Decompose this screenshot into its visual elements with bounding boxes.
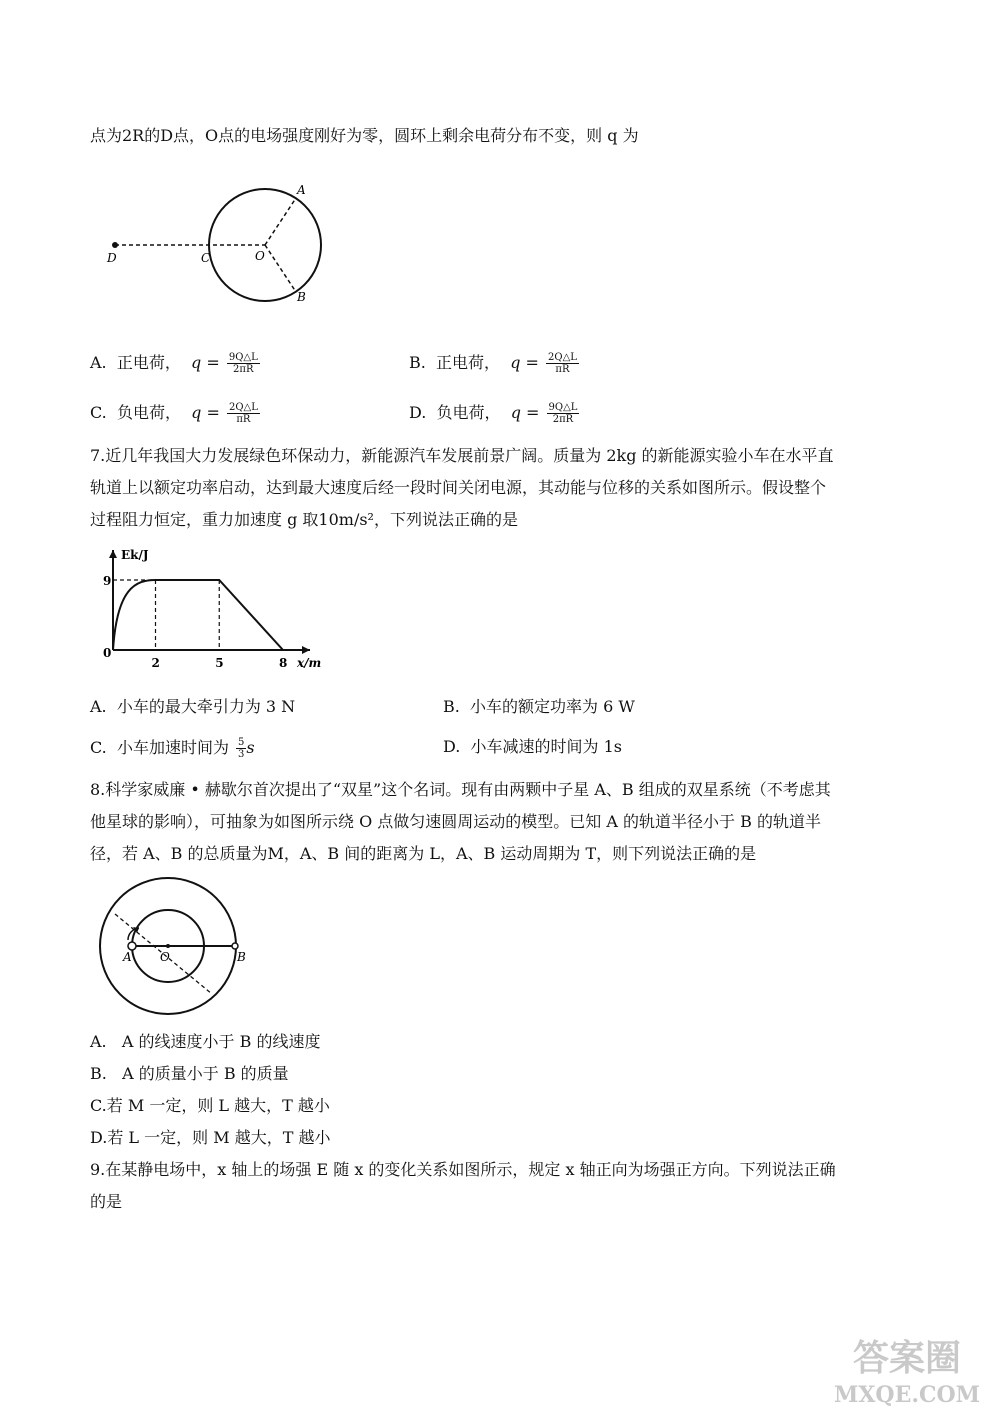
q8-option-D[interactable]: D.若 L 一定，则 M 越大，T 越小 [90,1128,331,1147]
watermark-text: MXQE.COM [833,1382,981,1408]
ek-xtick-8: 8 [279,656,288,670]
label-C: C [201,251,211,265]
ek-ylabel: Ek/J [121,548,149,562]
label-B: B [237,950,246,964]
q6-stem-tail: 点为2R的D点，O点的电场强度刚好为零，圆环上剩余电荷分布不变，则 q 为 [90,126,639,145]
label-A: A [123,950,132,964]
q7-stem-line1: 7.近几年我国大力发展绿色环保动力，新能源汽车发展前景广阔。质量为 2kg 的新能源实验小车在水平直 [90,446,834,465]
q6-option-A[interactable]: A. 正电荷， q = $\frac{9Q\triangle L}{2\pi R}$ [90,352,258,375]
q7-option-B[interactable]: B. 小车的额定功率为 6 W [443,697,635,716]
ek-ytick-0: 0 [103,646,112,660]
q8-option-C[interactable]: C.若 M 一定，则 L 越大，T 越小 [90,1096,330,1115]
q7-stem-line3: 过程阻力恒定，重力加速度 g 取10m/s²，下列说法正确的是 [90,510,518,529]
label-O: O [160,950,170,964]
q8-stem-line3: 径，若 A、B 的总质量为M，A、B 间的距离为 L，A、B 运动周期为 T，则下列说法正确的是 [90,844,757,863]
q8-stem-line1: 8.科学家威廉 • 赫歇尔首次提出了“双星”这个名词。现有由两颗中子星 A、B 组成的双星系统（不考虑其 [90,780,831,799]
q7-option-A[interactable]: A. 小车的最大牵引力为 3 N [90,697,296,716]
q8-option-B[interactable]: B. A 的质量小于 B 的质量 [90,1064,289,1083]
q8-binary-star-figure [95,878,255,1018]
label-A: A [297,183,306,197]
q9-stem-line1: 9.在某静电场中，x 轴上的场强 E 随 x 的变化关系如图所示，规定 x 轴正向为场强正方向。下列说法正确 [90,1160,836,1179]
q7-option-C[interactable]: C. 小车加速时间为 $\frac{5}{3}$ s [90,737,255,760]
q6-option-D[interactable]: D. 负电荷， q = $\frac{9Q\triangle L}{2\pi R}$ [409,402,578,425]
q7-ek-x-graph [95,545,345,675]
watermark-logo-text: 答案圈 [852,1337,962,1379]
label-D: D [107,251,117,265]
ek-xtick-5: 5 [215,656,224,670]
q7-option-D[interactable]: D. 小车减速的时间为 1s [443,737,622,756]
ek-xlabel: x/m [297,656,322,670]
q8-stem-line2: 他星球的影响），可抽象为如图所示绕 O 点做匀速圆周运动的模型。已知 A 的轨道半径小于 B 的轨道半 [90,812,821,831]
watermark-logo [833,1328,981,1408]
ek-xtick-2: 2 [151,656,160,670]
q8-option-A[interactable]: A. A 的线速度小于 B 的线速度 [90,1032,321,1051]
q6-option-B[interactable]: B. 正电荷， q = $\frac{2Q\triangle L}{\pi R}$ [409,352,577,375]
label-O: O [255,249,265,263]
q9-stem-line2: 的是 [90,1192,123,1211]
ek-ytick-9: 9 [103,574,112,588]
q6-ring-figure [95,180,335,305]
q6-option-C[interactable]: C. 负电荷， q = $\frac{2Q\triangle L}{\pi R}$ [90,402,258,425]
q7-stem-line2: 轨道上以额定功率启动，达到最大速度后经一段时间关闭电源，其动能与位移的关系如图所示。假设整个 [90,478,827,497]
label-B: B [297,290,306,304]
ek-curve [113,580,283,650]
